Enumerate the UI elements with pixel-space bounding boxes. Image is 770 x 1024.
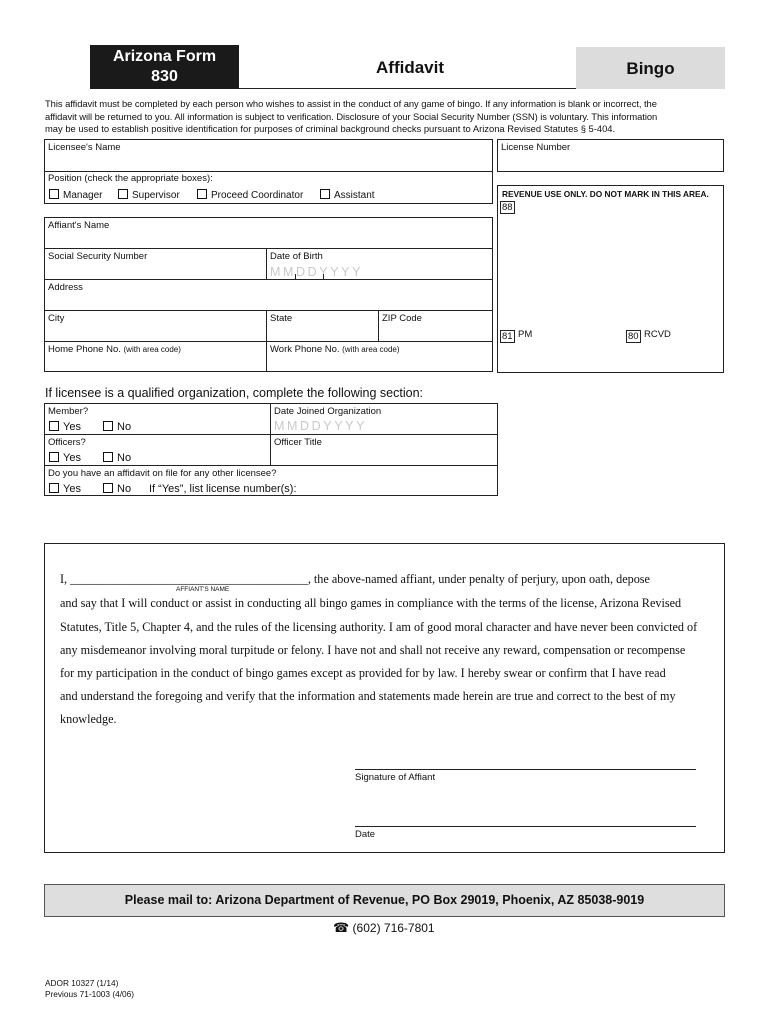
revenue-code-80: 80: [628, 331, 639, 342]
member-no-option[interactable]: [103, 421, 131, 433]
state-label: State: [270, 313, 293, 324]
license-numbers-prompt: If “Yes”, list license number(s):: [149, 483, 297, 495]
organization-heading: If licensee is a qualified organization, complete the following section:: [45, 386, 423, 400]
position-manager-option[interactable]: [49, 189, 102, 201]
license-number-label: License Number: [501, 142, 571, 153]
zip-input[interactable]: [379, 325, 492, 340]
declaration-line1-end: , the above-named affiant, under penalty of perjury, upon oath, depose: [307, 572, 650, 586]
zip-label: ZIP Code: [382, 313, 422, 324]
org-col-divider: [270, 403, 271, 465]
work-phone-label: [270, 344, 400, 355]
revenue-use-area: [497, 185, 724, 373]
mail-address: Please mail to: Arizona Department of Revenue, PO Box 29019, Phoenix, AZ 85038-9019: [124, 893, 645, 907]
member-label: Member?: [48, 406, 89, 417]
intro-line-1: This affidavit must be completed by each person who wishes to assist in the conduct of any game of bingo. If any information is blank or incorrect, the: [45, 98, 657, 109]
work-phone-label-text: Work Phone No.: [270, 344, 340, 355]
footer-form-id: ADOR 10327 (1/14): [45, 978, 119, 988]
affidavit-question: Do you have an affidavit on file for any other licensee?: [48, 468, 277, 479]
supervisor-checkbox[interactable]: [118, 189, 128, 199]
declaration-line-4: any misdemeanor involving moral turpitude or felony. I have not and shall not receive any reward, compensation or recompense: [60, 643, 686, 657]
dob-label: Date of Birth: [270, 251, 323, 262]
officers-no-checkbox[interactable]: [103, 452, 113, 462]
officer-title-input[interactable]: [272, 449, 496, 464]
proceed-coordinator-label: Proceed Coordinator: [211, 190, 304, 201]
member-no-checkbox[interactable]: [103, 421, 113, 431]
signature-line[interactable]: [355, 769, 696, 770]
rcvd-label: RCVD: [644, 329, 671, 340]
declaration-line-3: Statutes, Title 5, Chapter 4, and the rules of the licensing authority. I am of good moral character and have never been convicted of: [60, 620, 698, 634]
position-label: Position (check the appropriate boxes):: [48, 173, 213, 184]
date-line[interactable]: [355, 826, 696, 827]
officers-yes-checkbox[interactable]: [49, 452, 59, 462]
form-title-line1: Arizona Form: [112, 48, 217, 65]
ssn-label: Social Security Number: [48, 251, 148, 262]
home-phone-input[interactable]: [45, 356, 265, 371]
officer-title-label: Officer Title: [274, 437, 322, 448]
officers-label: Officers?: [48, 437, 86, 448]
work-phone-note: (with area code): [342, 345, 400, 354]
form-title-line2: 830: [151, 68, 178, 85]
affidavit-yes-label: Yes: [63, 483, 81, 495]
manager-label: Manager: [63, 190, 103, 201]
work-phone-input[interactable]: [267, 356, 492, 371]
affiant-col-divider: [266, 248, 267, 279]
affiant-name-caption: AFFIANT'S NAME: [176, 586, 230, 593]
date-joined-input[interactable]: MMDDYYYY: [274, 419, 368, 433]
officers-yes-label: Yes: [63, 452, 81, 464]
member-no-label: No: [117, 421, 132, 433]
dob-separator: [295, 274, 296, 279]
affiant-row-divider: [44, 310, 493, 311]
affiant-name-label: Affiant's Name: [48, 220, 110, 231]
footer-previous: Previous 71-1003 (4/06): [45, 989, 135, 999]
officers-no-option[interactable]: [103, 452, 131, 464]
address-label: Address: [48, 282, 83, 293]
dob-separator: [323, 274, 324, 279]
phone-row: [333, 920, 435, 936]
form-number-box: [90, 45, 239, 89]
assistant-label: Assistant: [334, 190, 375, 201]
home-phone-label-text: Home Phone No.: [48, 344, 121, 355]
city-input[interactable]: [45, 325, 265, 340]
position-assistant-option[interactable]: [320, 189, 375, 201]
revenue-code-88: 88: [502, 202, 513, 213]
intro-line-3: may be used to establish positive identification for purposes of criminal background checks pursuant to Arizona Revised Statutes § 5-404.: [45, 123, 616, 135]
position-proceed-coordinator-option[interactable]: [197, 189, 303, 201]
date-joined-label: Date Joined Organization: [274, 406, 382, 417]
affidavit-no-option[interactable]: [103, 483, 131, 495]
signature-label: Signature of Affiant: [355, 772, 436, 783]
telephone-icon: ☎: [333, 920, 350, 935]
bingo-title: Bingo: [626, 59, 675, 78]
officers-yes-option[interactable]: [49, 452, 81, 464]
city-label: City: [48, 313, 65, 324]
date-label: Date: [355, 829, 376, 840]
dob-input[interactable]: MMDDYYYY: [270, 265, 364, 279]
member-yes-option[interactable]: [49, 421, 81, 433]
org-row-divider: [44, 465, 498, 466]
address-input[interactable]: [45, 294, 492, 309]
affiant-name-input[interactable]: [45, 232, 492, 247]
affiant-row-divider: [44, 279, 493, 280]
member-yes-checkbox[interactable]: [49, 421, 59, 431]
home-phone-label: [48, 344, 181, 355]
affiant-name-blank[interactable]: _______________________________________: [70, 572, 308, 586]
declaration-line-2: and say that I will conduct or assist in conducting all bingo games in compliance with the terms of the license, Arizona Revised: [60, 596, 682, 610]
assistant-checkbox[interactable]: [320, 189, 330, 199]
intro-paragraph: [45, 98, 727, 136]
revenue-code-81: 81: [502, 331, 513, 342]
affidavit-no-label: No: [117, 483, 132, 495]
declaration-i: I,: [60, 572, 68, 586]
org-row-divider: [44, 434, 498, 435]
footer: [45, 978, 134, 1000]
member-yes-label: Yes: [63, 421, 81, 433]
declaration-line-5: for my participation in the conduct of bingo games except as provided for by law. I hereby swear or confirm that I have read: [60, 666, 666, 680]
declaration-line-6: and understand the foregoing and verify that the information and statements made herein are true and correct to the best of my: [60, 689, 676, 703]
state-input[interactable]: [267, 325, 377, 340]
phone-number: (602) 716-7801: [352, 921, 435, 935]
proceed-coordinator-checkbox[interactable]: [197, 189, 207, 199]
page-title: Affidavit: [376, 58, 444, 77]
affidavit-yes-checkbox[interactable]: [49, 483, 59, 493]
affiant-row-divider: [44, 341, 493, 342]
licensee-name-label: Licensee's Name: [48, 142, 121, 153]
intro-line-2: affidavit will be returned to you. All information is subject to verification. Disclosure of your Social Security Number (SSN) is voluntary. This information: [45, 110, 658, 122]
declaration-line-1: [60, 572, 650, 587]
supervisor-label: Supervisor: [132, 190, 180, 201]
declaration-line-7: knowledge.: [60, 712, 117, 726]
manager-checkbox[interactable]: [49, 189, 59, 199]
affidavit-yes-option[interactable]: [49, 483, 81, 495]
revenue-notice: REVENUE USE ONLY. DO NOT MARK IN THIS AREA.: [502, 189, 709, 199]
pm-label: PM: [518, 329, 533, 340]
affidavit-no-checkbox[interactable]: [103, 483, 113, 493]
ssn-input[interactable]: [45, 263, 265, 278]
home-phone-note: (with area code): [123, 345, 181, 354]
position-supervisor-option[interactable]: [118, 189, 180, 201]
affiant-row-divider: [44, 248, 493, 249]
officers-no-label: No: [117, 452, 132, 464]
